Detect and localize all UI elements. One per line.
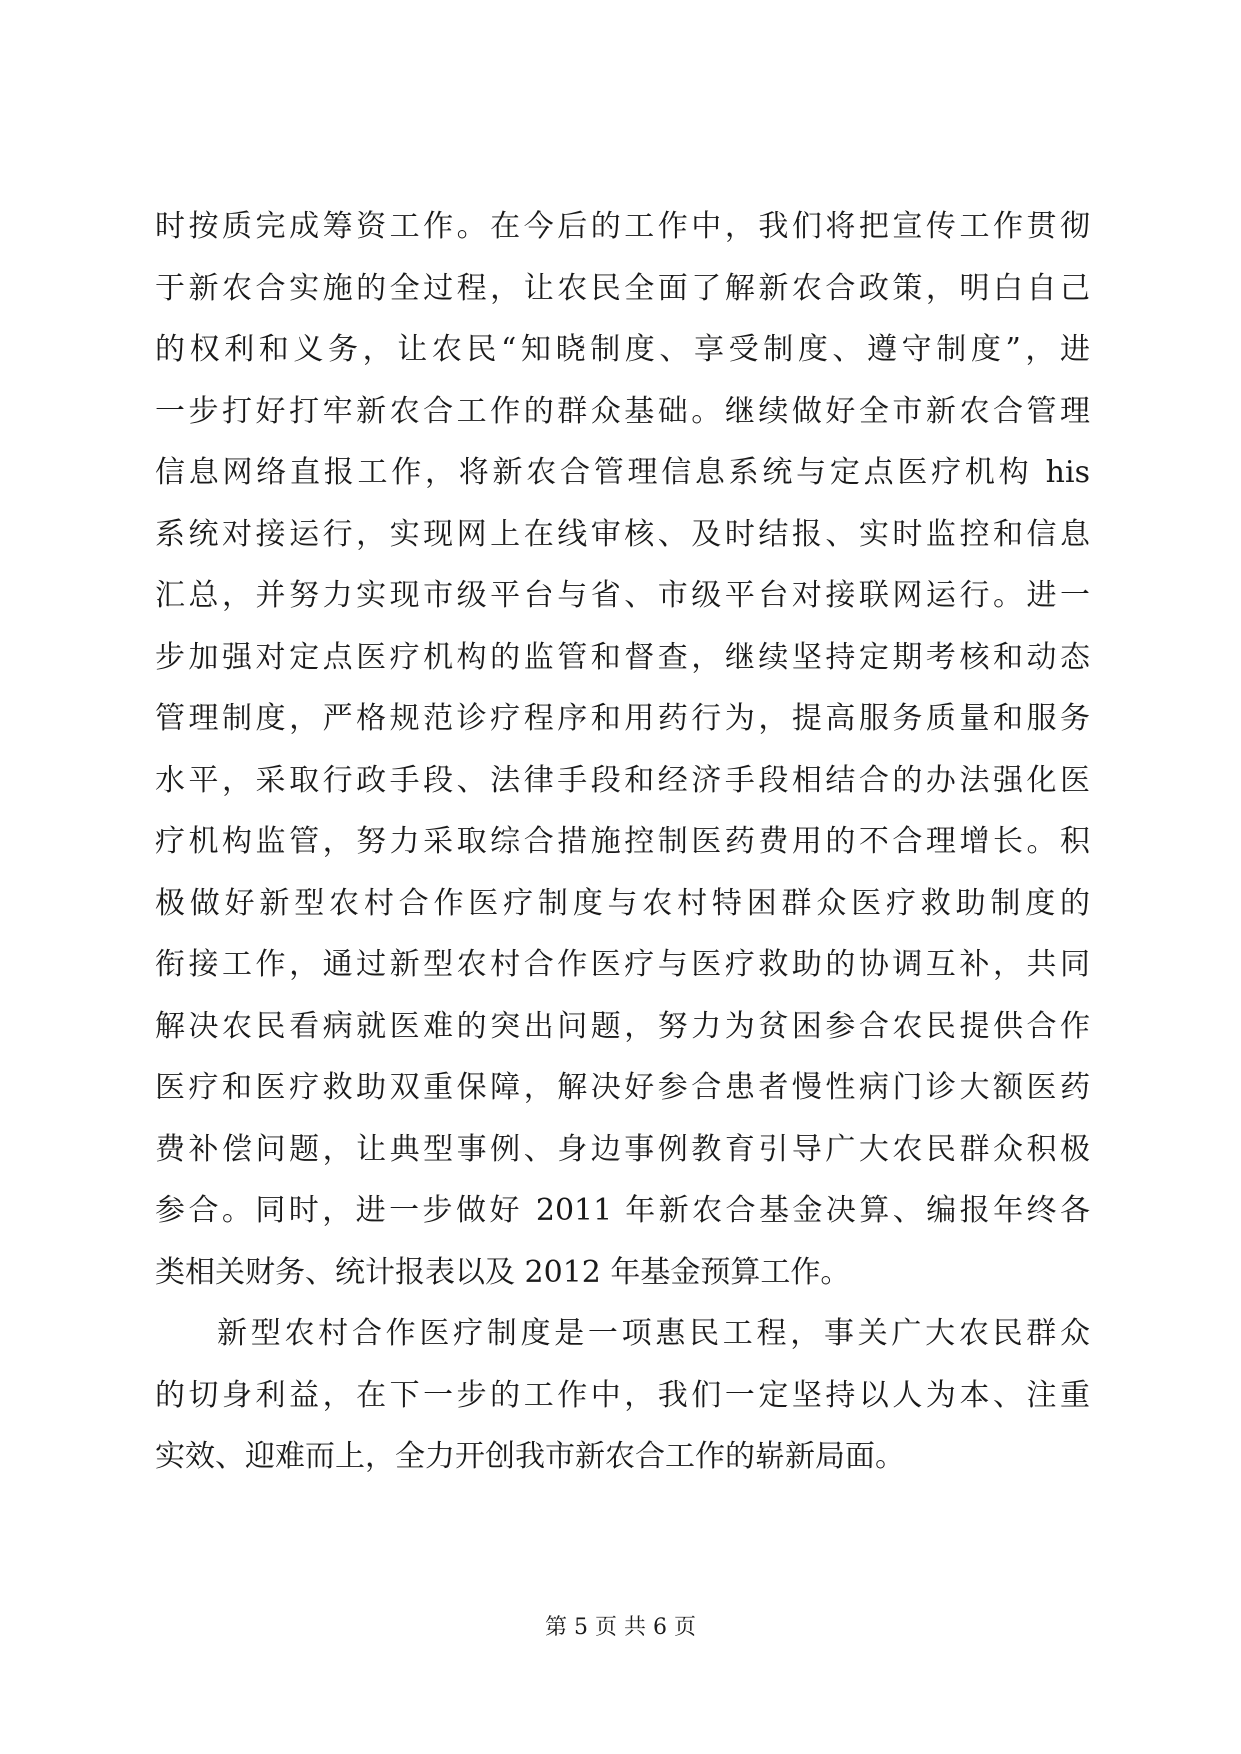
text-line: 汇总，并努力实现市级平台与省、市级平台对接联网运行。进一 xyxy=(155,578,1090,613)
page-footer: 第 5 页 共 6 页 xyxy=(545,1615,696,1640)
text-line: 系统对接运行，实现网上在线审核、及时结报、实时监控和信息 xyxy=(155,516,1090,552)
text-line: 类相关财务、统计报表以及 2012 年基金预算工作。 xyxy=(155,1254,851,1290)
text-line: 解决农民看病就医难的突出问题，努力为贫困参合农民提供合作 xyxy=(155,1008,1090,1044)
text-line: 步加强对定点医疗机构的监管和督查，继续坚持定期考核和动态 xyxy=(155,639,1090,675)
text-line: 费补偿问题，让典型事例、身边事例教育引导广大农民群众积极 xyxy=(155,1131,1090,1167)
text-line: 一步打好打牢新农合工作的群众基础。继续做好全市新农合管理 xyxy=(155,393,1090,429)
text-line: 医疗和医疗救助双重保障，解决好参合患者慢性病门诊大额医药 xyxy=(155,1070,1090,1105)
text-line: 极做好新型农村合作医疗制度与农村特困群众医疗救助制度的 xyxy=(155,885,1090,921)
text-line: 水平，采取行政手段、法律手段和经济手段相结合的办法强化医 xyxy=(155,762,1090,798)
text-line: 信息网络直报工作，将新农合管理信息系统与定点医疗机构 his xyxy=(155,455,1090,490)
text-line: 新型农村合作医疗制度是一项惠民工程，事关广大农民群众 xyxy=(217,1316,1090,1351)
text-line: 于新农合实施的全过程，让农民全面了解新农合政策，明白自己 xyxy=(155,270,1090,306)
body-text xyxy=(155,196,1090,1488)
text-line: 衔接工作，通过新型农村合作医疗与医疗救助的协调互补，共同 xyxy=(155,947,1090,982)
text-line: 管理制度，严格规范诊疗程序和用药行为，提高服务质量和服务 xyxy=(155,701,1090,736)
text-line: 疗机构监管，努力采取综合措施控制医药费用的不合理增长。积 xyxy=(155,824,1090,859)
text-line: 时按质完成筹资工作。在今后的工作中，我们将把宣传工作贯彻 xyxy=(155,209,1090,244)
text-line: 实效、迎难而上，全力开创我市新农合工作的崭新局面。 xyxy=(155,1439,905,1474)
text-line: 的权利和义务，让农民“知晓制度、享受制度、遵守制度”，进 xyxy=(155,332,1090,367)
text-line: 的切身利益，在下一步的工作中，我们一定坚持以人为本、注重 xyxy=(155,1377,1090,1413)
text-line: 参合。同时，进一步做好 2011 年新农合基金决算、编报年终各 xyxy=(155,1193,1090,1228)
